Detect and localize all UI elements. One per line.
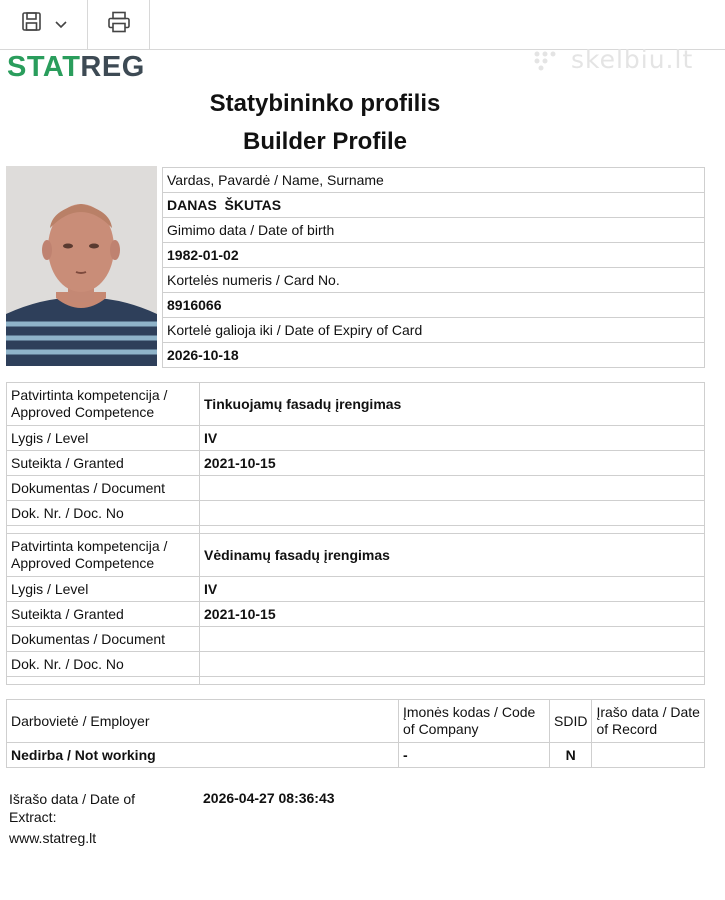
doc-no-value: [200, 652, 705, 677]
company-code-header: Įmonės kodas / Code of Company: [399, 700, 550, 743]
chevron-down-icon: [55, 16, 67, 34]
level-row: [7, 577, 705, 602]
level-row: [7, 426, 705, 451]
doc-no-value: [200, 501, 705, 526]
expiry-value: 2026-10-18: [163, 343, 705, 368]
doc-no-row: [7, 501, 705, 526]
doc-no-label: Dok. Nr. / Doc. No: [7, 652, 200, 677]
card-label: Kortelės numeris / Card No.: [163, 268, 705, 293]
granted-value: 2021-10-15: [200, 602, 705, 627]
granted-label: Suteikta / Granted: [7, 451, 200, 476]
table-spacer: [7, 526, 705, 534]
watermark: skelbiu.lt: [532, 45, 693, 74]
competence-value: Tinkuojamų fasadų įrengimas: [200, 383, 705, 426]
website-link[interactable]: www.statreg.lt: [9, 830, 97, 846]
table-spacer: [7, 677, 705, 685]
document-row: [7, 476, 705, 501]
granted-label: Suteikta / Granted: [7, 602, 200, 627]
employer-value: Nedirba / Not working: [7, 743, 399, 768]
personal-info-table: [162, 167, 705, 368]
name-label: Vardas, Pavardė / Name, Surname: [163, 168, 705, 193]
print-button[interactable]: [88, 0, 150, 49]
company-code-value: -: [399, 743, 550, 768]
employment-header-row: [7, 700, 705, 743]
extract-date-value: 2026-04-27 08:36:43: [203, 790, 335, 806]
competence-table: [6, 382, 705, 685]
card-value: 8916066: [163, 293, 705, 318]
name-value: DANAS ŠKUTAS: [163, 193, 705, 218]
page-title-en: Builder Profile: [242, 128, 408, 155]
profile-photo: [6, 166, 157, 366]
level-label: Lygis / Level: [7, 577, 200, 602]
granted-value: 2021-10-15: [200, 451, 705, 476]
competence-row: [7, 534, 705, 577]
level-value: IV: [200, 426, 705, 451]
toolbar: [0, 0, 725, 50]
level-value: IV: [200, 577, 705, 602]
granted-row: [7, 602, 705, 627]
document-label: Dokumentas / Document: [7, 476, 200, 501]
record-date-value: [592, 743, 705, 768]
doc-no-label: Dok. Nr. / Doc. No: [7, 501, 200, 526]
page-title-lt: Statybininko profilis: [209, 90, 441, 117]
print-icon: [107, 11, 131, 38]
sdid-header: SDID: [550, 700, 592, 743]
competence-value: Vėdinamų fasadų įrengimas: [200, 534, 705, 577]
competence-row: [7, 383, 705, 426]
employment-table: [6, 699, 705, 768]
extract-date-label: Išrašo data / Date of Extract:: [9, 791, 136, 825]
expiry-label: Kortelė galioja iki / Date of Expiry of Card: [163, 318, 705, 343]
competence-label: Patvirtinta kompetencija / Approved Competence: [7, 534, 200, 577]
competence-label: Patvirtinta kompetencija / Approved Competence: [7, 383, 200, 426]
document-label: Dokumentas / Document: [7, 627, 200, 652]
record-date-header: Įrašo data / Date of Record: [592, 700, 705, 743]
document-value: [200, 476, 705, 501]
document-row: [7, 627, 705, 652]
statreg-logo: STATREG: [7, 51, 145, 83]
dob-label: Gimimo data / Date of birth: [163, 218, 705, 243]
granted-row: [7, 451, 705, 476]
save-button[interactable]: [0, 0, 88, 49]
doc-no-row: [7, 652, 705, 677]
sdid-value: N: [550, 743, 592, 768]
level-label: Lygis / Level: [7, 426, 200, 451]
document-value: [200, 627, 705, 652]
dob-value: 1982-01-02: [163, 243, 705, 268]
save-icon: [21, 11, 43, 38]
employer-header: Darbovietė / Employer: [7, 700, 399, 743]
employment-row: [7, 743, 705, 768]
